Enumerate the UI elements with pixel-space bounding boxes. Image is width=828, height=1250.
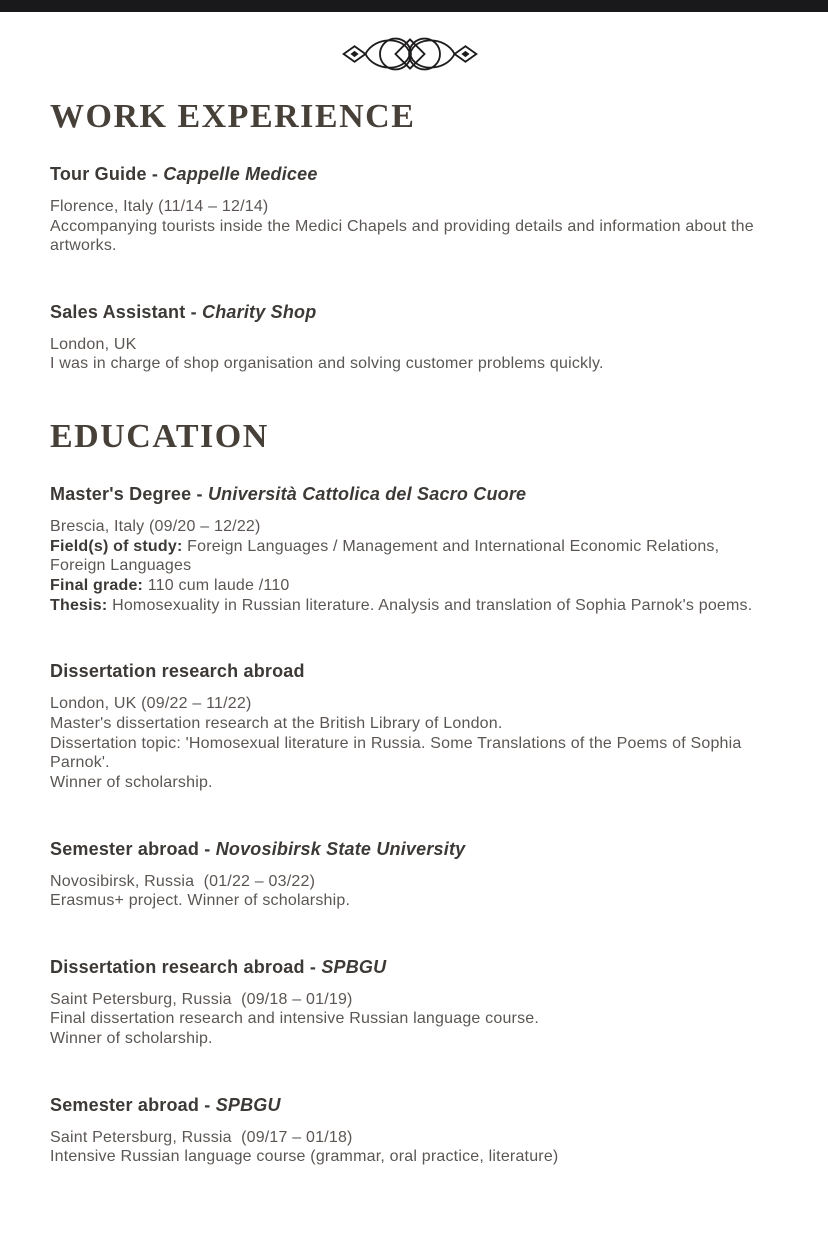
entry-role: Dissertation research abroad <box>50 956 305 977</box>
entry-separator: - <box>146 164 164 184</box>
entry-line-label: Thesis: <box>50 596 108 614</box>
entry-line-text: Florence, Italy (11/14 – 12/14) <box>50 197 269 215</box>
entry-separator: - <box>199 838 216 859</box>
resume-entry <box>50 485 770 615</box>
entry-role: Dissertation research abroad <box>50 661 305 682</box>
entry-line <box>50 335 770 355</box>
entry-title <box>50 1096 770 1116</box>
entry-line <box>50 990 770 1010</box>
entry-line <box>50 197 770 217</box>
top-bar <box>0 0 828 12</box>
entry-line-text: Dissertation topic: 'Homosexual literature in Russia. Some Translations of the Poems of Sophia Parnok'. <box>50 734 747 772</box>
entry-title <box>50 662 770 682</box>
entry-line-text: Foreign Languages / Management and International Economic Relations, Foreign Languages <box>50 537 724 575</box>
entry-line-text: Erasmus+ project. Winner of scholarship. <box>50 892 351 910</box>
section-entries <box>50 485 770 1167</box>
entry-role: Semester abroad <box>50 838 200 859</box>
section-title: EDUCATION <box>50 418 269 456</box>
entry-organization: Università Cattolica del Sacro Cuore <box>207 484 527 505</box>
entry-body <box>50 197 770 256</box>
entry-line-text: 110 cum laude /110 <box>143 577 290 595</box>
entry-organization: SPBGU <box>321 956 387 977</box>
entry-title <box>50 303 770 323</box>
entry-line-text: Brescia, Italy (09/20 – 12/22) <box>50 517 261 535</box>
entry-line <box>50 217 770 256</box>
entry-body <box>50 517 770 616</box>
entry-role: Tour Guide <box>50 164 147 184</box>
entry-organization: SPBGU <box>215 1094 281 1115</box>
entry-line <box>50 1128 770 1148</box>
entry-line-label: Field(s) of study: <box>50 537 183 555</box>
entry-line-text: Final dissertation research and intensive Russian language course. <box>50 1010 540 1028</box>
entry-line-text: Winner of scholarship. <box>50 774 213 792</box>
entry-line <box>50 576 770 596</box>
entry-line <box>50 537 770 576</box>
entry-separator: - <box>304 956 322 977</box>
entry-line-text: Saint Petersburg, Russia (09/17 – 01/18) <box>50 1128 353 1146</box>
entry-line-text: London, UK (09/22 – 11/22) <box>50 695 252 713</box>
resume-page <box>0 34 828 1167</box>
entry-line <box>50 734 770 773</box>
resume-section <box>50 100 770 374</box>
entry-line-text: London, UK <box>50 335 137 353</box>
entry-line <box>50 872 770 892</box>
ornament-divider <box>50 34 770 74</box>
entry-line <box>50 354 770 374</box>
entry-line <box>50 517 770 537</box>
entry-title <box>50 958 770 978</box>
entry-organization: Cappelle Medicee <box>163 164 318 184</box>
resume-entry <box>50 662 770 792</box>
entry-separator: - <box>185 301 203 322</box>
entry-body <box>50 694 770 793</box>
entry-line <box>50 714 770 734</box>
knot-ornament-icon <box>335 34 485 74</box>
entry-line <box>50 596 770 616</box>
entry-line-label: Final grade: <box>50 577 144 595</box>
entry-organization: Novosibirsk State University <box>215 838 466 859</box>
entry-role: Sales Assistant <box>50 301 186 322</box>
entry-line-text: Accompanying tourists inside the Medici Chapels and providing details and information about the artworks. <box>50 217 759 255</box>
entry-line-text: Novosibirsk, Russia (01/22 – 03/22) <box>50 872 316 890</box>
entry-line <box>50 1147 770 1167</box>
entry-separator: - <box>191 484 208 505</box>
entry-line <box>50 1029 770 1049</box>
resume-entry <box>50 303 770 374</box>
entry-line-text: Saint Petersburg, Russia (09/18 – 01/19) <box>50 990 353 1008</box>
entry-body <box>50 335 770 374</box>
resume-entry <box>50 165 770 256</box>
entry-body <box>50 990 770 1049</box>
resume-entry <box>50 958 770 1049</box>
entry-body <box>50 872 770 911</box>
resume-entry <box>50 840 770 911</box>
entry-separator: - <box>199 1094 216 1115</box>
entry-line-text: Homosexuality in Russian literature. Analysis and translation of Sophia Parnok's poems. <box>107 596 753 614</box>
entry-line-text: Winner of scholarship. <box>50 1030 213 1048</box>
entry-body <box>50 1128 770 1167</box>
entry-line-text: I was in charge of shop organisation and solving customer problems quickly. <box>50 355 604 373</box>
section-title: WORK EXPERIENCE <box>50 98 416 135</box>
resume-section <box>50 420 770 1167</box>
entry-role: Semester abroad <box>50 1094 200 1115</box>
resume-entry <box>50 1096 770 1167</box>
entry-role: Master's Degree <box>50 484 192 505</box>
entry-line-text: Master's dissertation research at the British Library of London. <box>50 714 503 732</box>
section-entries <box>50 165 770 374</box>
entry-line <box>50 773 770 793</box>
entry-title <box>50 165 770 185</box>
entry-line-text: Intensive Russian language course (grammar, oral practice, literature) <box>50 1148 559 1166</box>
entry-line <box>50 891 770 911</box>
entry-organization: Charity Shop <box>202 301 317 322</box>
entry-title <box>50 485 770 505</box>
entry-title <box>50 840 770 860</box>
sections-root <box>50 100 770 1167</box>
entry-line <box>50 694 770 714</box>
entry-line <box>50 1009 770 1029</box>
